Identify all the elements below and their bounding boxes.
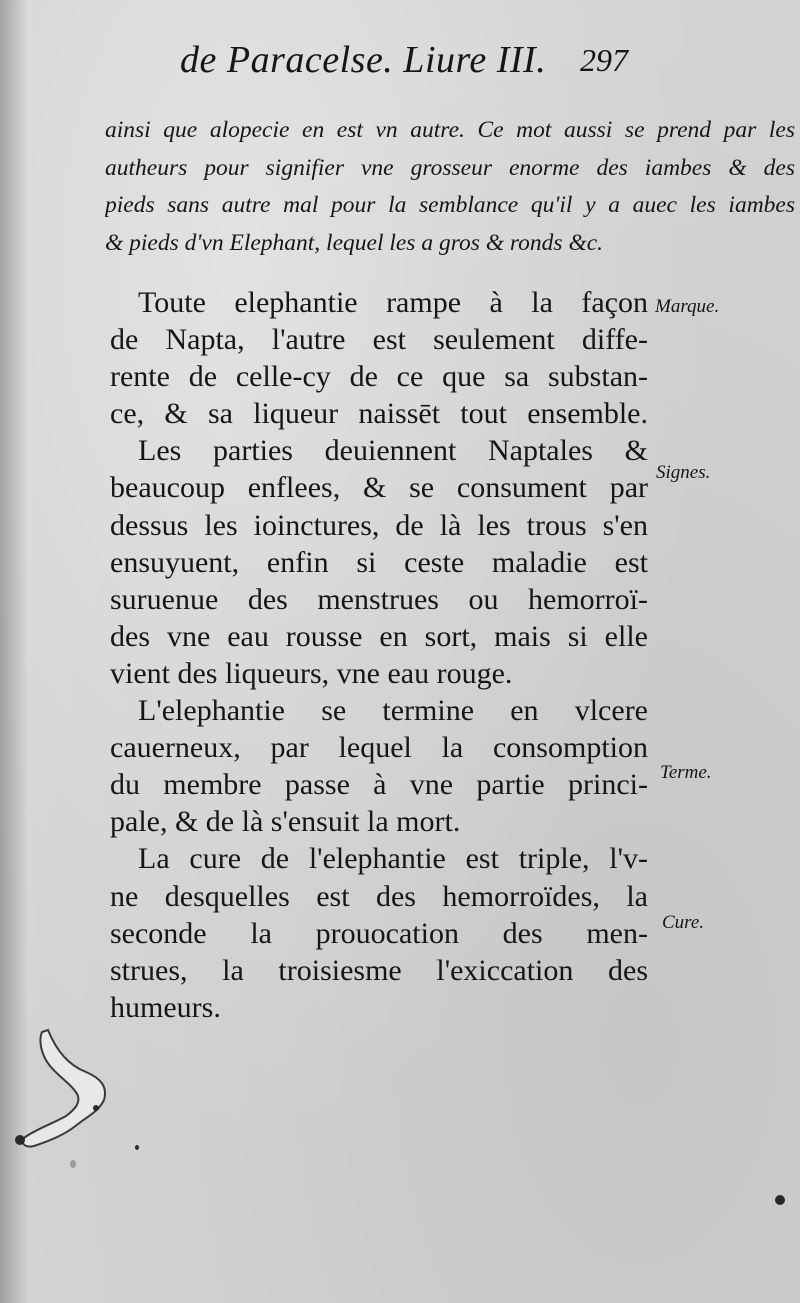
text-line: strues, la troisiesme l'exiccation des bbox=[110, 953, 648, 987]
running-title: de Paracelse. Liure III. bbox=[180, 39, 547, 81]
paper-speck bbox=[70, 1160, 76, 1168]
text-line: beaucoup enflees, & se consument par bbox=[110, 471, 648, 505]
margin-note-signes: Signes. bbox=[656, 462, 711, 483]
text-line: pale, & de là s'ensuit la mort. bbox=[110, 805, 461, 839]
text-line: des vne eau rousse en sort, mais si elle bbox=[110, 619, 648, 653]
text-line: rente de celle-cy de ce que sa substan- bbox=[110, 360, 648, 394]
italic-note-paragraph bbox=[105, 112, 795, 262]
text-line: ce, & sa liqueur naissēt tout ensemble. bbox=[110, 397, 648, 431]
paper-speck bbox=[135, 1145, 139, 1150]
margin-note-cure: Cure. bbox=[662, 912, 705, 933]
text-line: seconde la prouocation des men- bbox=[110, 916, 648, 950]
paper-speck bbox=[775, 1195, 785, 1205]
text-line: suruenue des menstrues ou hemorroï- bbox=[110, 582, 648, 616]
text-line: cauerneux, par lequel la consomption bbox=[110, 731, 648, 765]
italic-line: ainsi que alopecie en est vn autre. Ce mot aussi se prend par les bbox=[105, 117, 795, 143]
text-line: La cure de l'elephantie est triple, l'v- bbox=[138, 842, 648, 876]
paragraph-marque bbox=[110, 284, 648, 432]
italic-line: & pieds d'vn Elephant, lequel les a gros & ronds &c. bbox=[105, 229, 604, 256]
text-line: dessus les ioinctures, de là les trous s'en bbox=[110, 508, 648, 542]
text-line: ne desquelles est des hemorroïdes, la bbox=[110, 879, 648, 913]
text-line: L'elephantie se termine en vlcere bbox=[138, 694, 648, 728]
text-line: vient des liqueurs, vne eau rouge. bbox=[110, 656, 513, 690]
paragraph-terme bbox=[110, 692, 648, 840]
main-text bbox=[110, 284, 648, 1026]
text-line: humeurs. bbox=[110, 990, 221, 1024]
margin-note-marque: Marque. bbox=[655, 296, 720, 317]
paragraph-cure bbox=[110, 840, 648, 1025]
page-number: 297 bbox=[580, 42, 628, 78]
paragraph-signes bbox=[110, 432, 648, 692]
text-line: Les parties deuiennent Naptales & bbox=[138, 434, 648, 468]
text-line: Toute elephantie rampe à la façon bbox=[138, 286, 648, 319]
margin-note-terme: Terme. bbox=[660, 762, 712, 783]
text-line: ensuyuent, enfin si ceste maladie est bbox=[110, 545, 648, 579]
text-line: de Napta, l'autre est seulement diffe- bbox=[110, 323, 648, 357]
italic-line: autheurs pour signifier vne grosseur enorme des iambes & des bbox=[105, 154, 795, 181]
italic-line: pieds sans autre mal pour la semblance qu'il y a auec les iambes bbox=[105, 192, 795, 218]
ink-stain-decoration bbox=[8, 1020, 118, 1170]
text-line: du membre passe à vne partie princi- bbox=[110, 768, 648, 802]
